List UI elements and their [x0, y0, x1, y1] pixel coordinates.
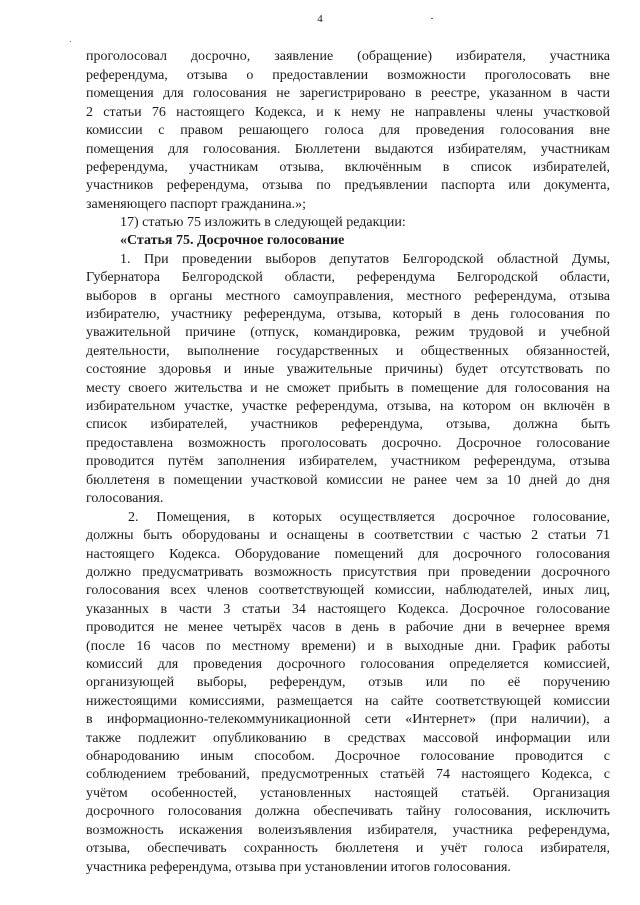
text-line: также подлежит опубликованию в средствах массовой информации или	[86, 731, 610, 746]
text-line: референдума, участникам отзыва, включённым в список избирателей,	[86, 160, 610, 175]
text-line: референдума, отзыва о предоставлении возможности проголосовать вне	[86, 68, 610, 83]
text-line: бюллетеня в помещении участковой комиссии не ранее чем за 10 дней до дня	[86, 473, 610, 488]
text-line: комиссий для проведения досрочного голосования определяется комиссией,	[86, 657, 610, 672]
text-line: список избирателей, участников референдума, отзыва, должна быть	[86, 417, 610, 432]
text-line: месту своего жительства и не сможет прибыть в помещение для голосования на	[86, 381, 610, 396]
amendment-item-17: 17) статью 75 изложить в следующей редакции:	[120, 215, 406, 230]
text-line: участников референдума, отзыва по предъявлении паспорта или документа,	[86, 178, 610, 193]
text-line: проводится не менее четырёх часов в день в рабочие дни в вечернее время	[86, 620, 610, 635]
text-line: выборов в органы местного самоуправления, местного референдума, отзыва	[86, 289, 610, 304]
text-line: участника референдума, отзыва при установлении итогов голосования.	[86, 860, 511, 875]
text-line: избирательном участке, участке референдума, отзыва, на котором он включён в	[86, 399, 610, 414]
text-line: помещения для голосования. Бюллетени выдаются избирателям, участникам	[86, 142, 610, 157]
text-line: помещения для голосования не зарегистрировано в реестре, указанном в части	[86, 86, 610, 101]
text-line: нижестоящими комиссиями, размещается на сайте соответствующей комиссии	[86, 694, 610, 709]
page-number: 4	[317, 13, 323, 25]
text-line: соблюдением требований, предусмотренных статьёй 74 настоящего Кодекса, с	[86, 767, 610, 782]
text-line: отзыва, обеспечивать сохранность бюллетеня и учёт голоса избирателя,	[86, 841, 610, 856]
text-line: возможность искажения волеизъявления избирателя, участника референдума,	[86, 823, 610, 838]
text-line: голосования всех членов соответствующей комиссии, наблюдателей, иных лиц,	[86, 583, 610, 598]
text-line: досрочного голосования должна обеспечивать тайну голосования, исключить	[86, 804, 610, 819]
text-line: деятельности, выполнение государственных и общественных обязанностей,	[86, 344, 610, 359]
text-line: должны быть оборудованы и оснащены в соответствии с частью 2 статьи 71	[86, 528, 610, 543]
text-line: (после 16 часов по местному времени) и в выходные дни. График работы	[86, 639, 610, 654]
text-line: комиссии с правом решающего голоса для проведения голосования вне	[86, 123, 610, 138]
text-line: учётом особенностей, установленных настоящей статьёй. Организация	[86, 786, 610, 801]
text-line: организующей выборы, референдум, отзыв или по её поручению	[86, 675, 610, 690]
scan-speck	[70, 41, 71, 42]
text-line: предоставлена возможность проголосовать досрочно. Досрочное голосование	[86, 436, 610, 451]
text-line: обнародованию иным способом. Досрочное голосование проводится с	[86, 749, 610, 764]
article-heading: «Статья 75. Досрочное голосование	[120, 233, 345, 248]
text-line: проголосовал досрочно, заявление (обращение) избирателя, участника	[86, 49, 610, 64]
text-line: 2. Помещения, в которых осуществляется досрочное голосование,	[128, 510, 610, 525]
text-line: 2 статьи 76 настоящего Кодекса, и к нему не направлены члены участковой	[86, 105, 610, 120]
text-line: указанных в части 3 статьи 34 настоящего Кодекса. Досрочное голосование	[86, 602, 610, 617]
text-line: проводится путём заполнения избирателем, участником референдума, отзыва	[86, 454, 610, 469]
text-line: избирателю, участнику референдума, отзыва, который в день голосования по	[86, 307, 610, 322]
scan-speck	[431, 18, 433, 19]
text-line: состояние здоровья и иные уважительные причины) будет отсутствовать по	[86, 362, 610, 377]
text-line: должно предусматривать возможность присутствия при проведении досрочного	[86, 565, 610, 580]
text-line: Губернатора Белгородской области, референдума Белгородской области,	[86, 270, 610, 285]
text-line: настоящего Кодекса. Оборудование помещений для досрочного голосования	[86, 547, 610, 562]
text-line: голосования.	[86, 491, 164, 506]
text-line: 1. При проведении выборов депутатов Белгородской областной Думы,	[120, 252, 610, 267]
text-line: заменяющего паспорт гражданина.»;	[86, 197, 306, 212]
text-line: уважительной причине (отпуск, командировка, режим трудовой и учебной	[86, 325, 610, 340]
text-line: в информационно-телекоммуникационной сети «Интернет» (при наличии), а	[86, 712, 610, 727]
